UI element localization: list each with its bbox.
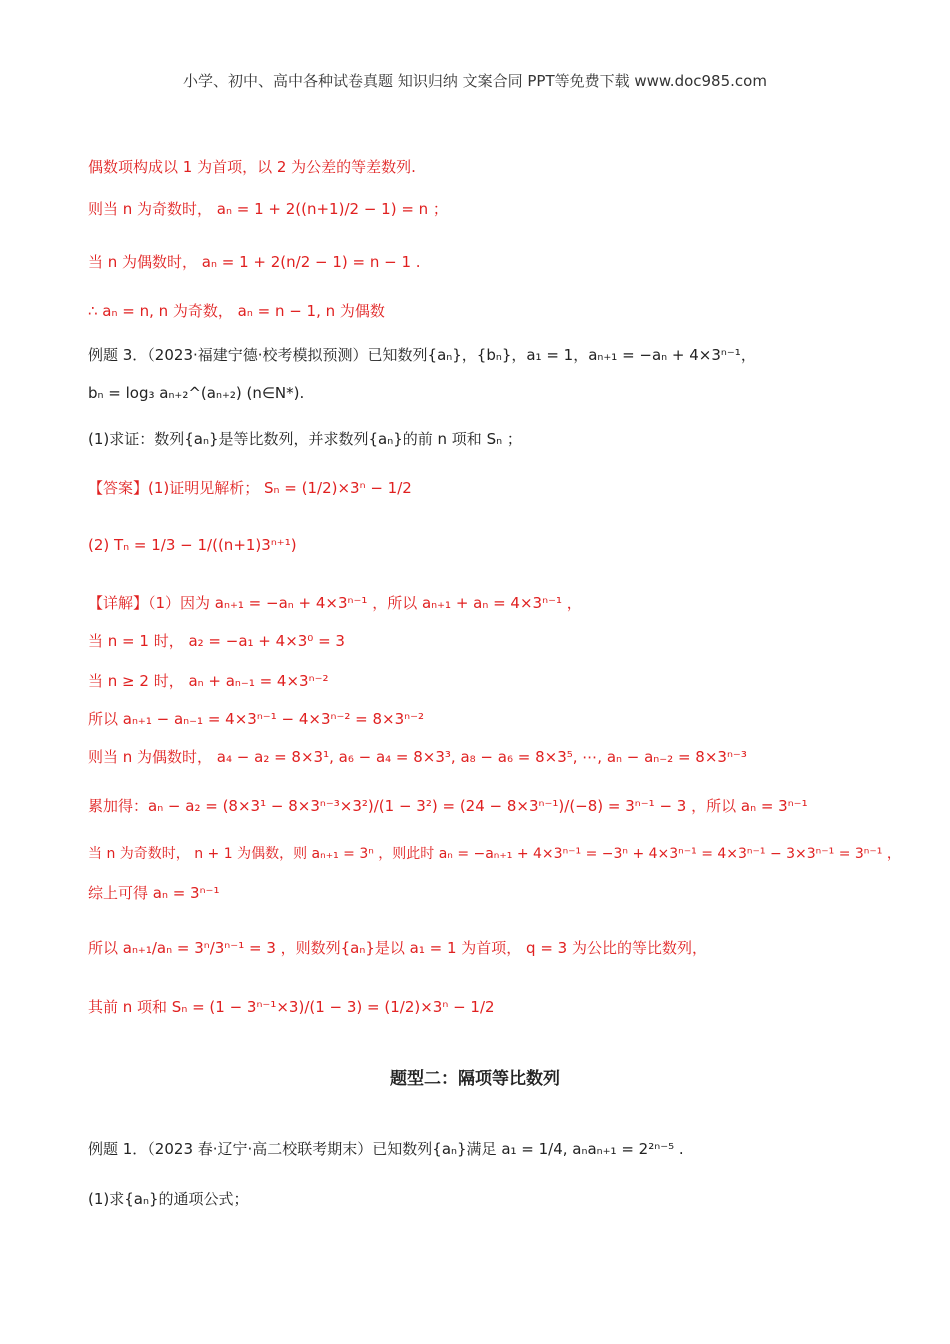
solution-line: 则当 n 为奇数时， aₙ = 1 + 2((n+1)/2 − 1) = n ； (88, 200, 448, 218)
question-1b: (1)求{aₙ}的通项公式； (88, 1190, 249, 1208)
example-3-formula: bₙ = log₃ aₙ₊₂^(aₙ₊₂) (n∈N*). (88, 384, 305, 402)
detail-line: 当 n ≥ 2 时， aₙ + aₙ₋₁ = 4×3ⁿ⁻² (88, 672, 329, 690)
answer-line: 【答案】(1)证明见解析； Sₙ = (1/2)×3ⁿ − 1/2 (88, 479, 412, 497)
example-1-statement: 例题 1．（2023 春·辽宁·高二校联考期末）已知数列{aₙ}满足 a₁ = 1/4, aₙaₙ₊₁ = 2²ⁿ⁻⁵ . (88, 1140, 684, 1158)
detail-line: 综上可得 aₙ = 3ⁿ⁻¹ (88, 884, 220, 902)
solution-line: 当 n 为偶数时， aₙ = 1 + 2(n/2 − 1) = n − 1 . (88, 253, 421, 271)
question-1: (1)求证：数列{aₙ}是等比数列，并求数列{aₙ}的前 n 项和 Sₙ ； (88, 430, 522, 448)
detail-line: 当 n = 1 时， a₂ = −a₁ + 4×3⁰ = 3 (88, 632, 345, 650)
detail-line: 所以 aₙ₊₁ − aₙ₋₁ = 4×3ⁿ⁻¹ − 4×3ⁿ⁻² = 8×3ⁿ⁻² (88, 710, 425, 728)
example-3-statement: 例题 3．（2023·福建宁德·校考模拟预测）已知数列{aₙ}，{bₙ}，a₁ = 1，aₙ₊₁ = −aₙ + 4×3ⁿ⁻¹， (88, 346, 756, 364)
page-header: 小学、初中、高中各种试卷真题 知识归纳 文案合同 PPT等免费下载 www.doc985.com (183, 72, 767, 90)
detail-line: 所以 aₙ₊₁/aₙ = 3ⁿ/3ⁿ⁻¹ = 3 ，则数列{aₙ}是以 a₁ = 1 为首项， q = 3 为公比的等比数列， (88, 939, 707, 957)
detail-line: 【详解】（1）因为 aₙ₊₁ = −aₙ + 4×3ⁿ⁻¹ ，所以 aₙ₊₁ + aₙ = 4×3ⁿ⁻¹ ， (88, 594, 582, 612)
solution-line: 偶数项构成以 1 为首项，以 2 为公差的等差数列. (88, 158, 416, 176)
solution-line: ∴ aₙ = n, n 为奇数， aₙ = n − 1, n 为偶数 (88, 302, 385, 320)
detail-line: 则当 n 为偶数时， a₄ − a₂ = 8×3¹, a₆ − a₄ = 8×3³, a₈ − a₆ = 8×3⁵, ⋯, aₙ − aₙ₋₂ = 8×3ⁿ⁻³ (88, 748, 747, 766)
section-title: 题型二：隔项等比数列 (390, 1069, 560, 1089)
detail-line: 累加得：aₙ − a₂ = (8×3¹ − 8×3ⁿ⁻³×3²)/(1 − 3²) = (24 − 8×3ⁿ⁻¹)/(−8) = 3ⁿ⁻¹ − 3 ，所以 aₙ = 3ⁿ⁻¹ (88, 797, 808, 815)
detail-line: 其前 n 项和 Sₙ = (1 − 3ⁿ⁻¹×3)/(1 − 3) = (1/2)×3ⁿ − 1/2 (88, 998, 495, 1016)
answer-line-2: (2) Tₙ = 1/3 − 1/((n+1)3ⁿ⁺¹) (88, 536, 297, 554)
detail-line: 当 n 为奇数时， n + 1 为偶数，则 aₙ₊₁ = 3ⁿ ，则此时 aₙ = −aₙ₊₁ + 4×3ⁿ⁻¹ = −3ⁿ + 4×3ⁿ⁻¹ = 4×3ⁿ⁻¹ − 3×3ⁿ⁻¹ = 3ⁿ⁻¹ ， (88, 846, 901, 862)
